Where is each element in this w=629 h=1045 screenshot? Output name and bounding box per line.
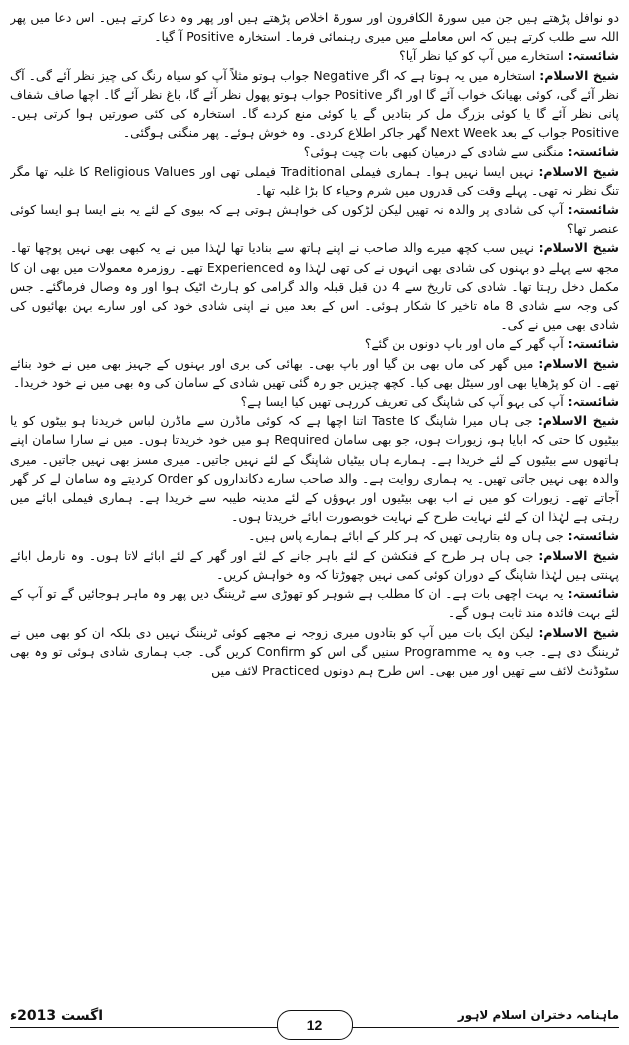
speaker-label: شائستہ: xyxy=(567,394,619,410)
paragraph-text: میں گھر کی ماں بھی بن گیا اور باپ بھی۔ بھائی کی بری اور بہنوں کے جہیز بھی میں نے خود بنائے تھے۔ ان کو پڑھایا بھی اور سیٹل بھی کیا۔ کچھ چیزیں جو رہ گئی تھیں شادی کے سامان کی وہ بھی میں نے خود خریدا۔ xyxy=(10,355,619,390)
speaker-label: شیخ الاسلام: xyxy=(538,163,619,179)
article-paragraph xyxy=(10,623,619,681)
speaker-label: شیخ الاسلام: xyxy=(538,240,619,256)
article-paragraph xyxy=(10,354,619,392)
article-paragraph xyxy=(10,66,619,143)
paragraph-text: جی ہاں میرا شاپنگ کا Taste اتنا اچھا ہے کہ کوئی ماڈرن سے ماڈرن لباس خریدنا ہو بیٹوں کو یا بیٹیوں کا حتی کہ ابایا ہو، زیورات ہوں، جو بھی سامان Required ہو میں خود خریدتا ہوں۔ میں نے سارا سامان اپنے ہاتھوں سے بیٹیوں کے لئے خریدا ہے۔ ہمارے ہاں بیٹیاں شاپنگ کے لئے نہیں جاتیں۔ میری مسز بھی نہیں جاتیں۔ میری والدہ بھی نہیں جاتی تھیں۔ یہ ہماری روایت ہے۔ والد صاحب سارے دکانداروں کو Order کردیتے وہ سامان لے کر گھر آجاتے تھے۔ زیورات کو میں نے اب بھی بیٹیوں اور بہوؤں کے لئے مدینہ طیبہ سے خریدا ہے۔ ہماری فیملی ابائے میں رہتی ہے لہٰذا ان کے لئے نہایت طرح کے نہایت خوبصورت ابائے خریدتا ہوں۔ xyxy=(10,413,619,525)
speaker-label: شیخ الاسلام: xyxy=(538,547,619,563)
speaker-label: شائستہ: xyxy=(567,528,619,544)
paragraph-text: استخارہ میں یہ ہوتا ہے کہ اگر Negative جواب ہوتو مثلاً آپ کو سیاہ رنگ کی چیز نظر آئے گی۔ آگ نظر آئے گی، کوئی بھیانک خواب آئے گا اور اگر Positive جواب ہوتو پھول نظر آئے گا، باغ نظر آئے گا۔ اچھا صاف شفاف پانی نظر آئے گا یا کوئی بزرگ مل کر بتادیں گے یا کوئی منع کردے گا۔ استخارہ کی کئی صورتیں ہوا کرتی ہیں۔ Positive جواب کے بعد Next Week گھر جاکر اطلاع کردی۔ وہ خوش ہوئے۔ پھر منگنی ہوگئی۔ xyxy=(10,67,619,141)
paragraph-text: نہیں سب کچھ میرے والد صاحب نے اپنے ہاتھ سے بنادیا تھا لہٰذا میں نے یہ کبھی بھی نہیں پوچھا تھا۔ مجھ سے پہلے دو بہنوں کی شادی بھی انہوں نے کی تھی لہٰذا وہ Experienced تھے۔ روزمرہ معمولات میں بھی ان کا مکمل دخل رہتا تھا۔ شادی کی تاریخ سے 4 دن قبل قبلہ والد گرامی کو ہارٹ اٹیک ہوا اور وہ وصال فرماگئے۔ جس کی وجہ سے شادی 8 ماہ تاخیر کا شکار ہوئی۔ اس کے بعد میں نے اپنی شادی خود کی اور سارے بہن بھائیوں کی شادی بھی میں نے کی۔ xyxy=(10,240,619,333)
paragraph-text: آپ گھر کے ماں اور باپ دونوں بن گئے؟ xyxy=(364,336,564,352)
article-paragraph xyxy=(10,8,619,46)
magazine-name: ماہنامہ دختران اسلام لاہور xyxy=(452,1008,619,1022)
paragraph-text: نہیں ایسا نہیں ہوا۔ ہماری فیملی Traditional فیملی تھی اور Religious Values کا غلبہ تھا مگر تنگ نظر نہ تھی۔ پہلے وقت کی قدروں میں شرم وحیاء کا بڑا غلبہ تھا۔ xyxy=(10,163,619,198)
speaker-label: شیخ الاسلام: xyxy=(537,413,619,429)
article-paragraph xyxy=(10,162,619,200)
page-footer xyxy=(10,1008,619,1040)
speaker-label: شائستہ: xyxy=(567,202,619,218)
article-paragraph xyxy=(10,526,619,545)
article-paragraph xyxy=(10,142,619,161)
article-paragraph xyxy=(10,392,619,411)
paragraph-text: دو نوافل پڑھتے ہیں جن میں سورۃ الکافرون اور سورۃ اخلاص پڑھتے ہیں اور پھر وہ دعا کرتے ہیں۔ اس دعا میں پھر اللہ سے طلب کرتے ہیں کہ اس معاملے میں میری رہنمائی فرما۔ استخارہ Positive آ گیا۔ xyxy=(10,10,619,45)
issue-date: اگست 2013ء xyxy=(10,1008,109,1024)
paragraph-text: آپ کی بہو آپ کی شاپنگ کی تعریف کررہی تھیں کیا ایسا ہے؟ xyxy=(240,394,564,410)
speaker-label: شائستہ: xyxy=(567,586,619,602)
paragraph-text: جی ہاں ہر طرح کے فنکشن کے لئے باہر جانے کے لئے اور گھر کے لئے ابائے لاتا ہوں۔ وہ نارمل ابائے پہنتی ہیں لہٰذا شاپنگ کے دوران کوئی کمی نہیں چھوڑتا کہ وہ خواہش کریں۔ xyxy=(10,547,619,582)
article-paragraph xyxy=(10,238,619,334)
article-body xyxy=(10,8,619,1003)
paragraph-text: آپ کی شادی پر والدہ نہ تھیں لیکن لڑکوں کی خواہش ہوتی ہے کہ بیوی کے لئے یہ بنے ایسا ہو ایسا کوئی عنصر تھا؟ xyxy=(10,202,619,237)
speaker-label: شائستہ: xyxy=(567,48,619,64)
paragraph-text: منگنی سے شادی کے درمیان کبھی بات چیت ہوئی؟ xyxy=(303,144,564,160)
speaker-label: شائستہ: xyxy=(567,336,619,352)
article-paragraph xyxy=(10,46,619,65)
article-paragraph xyxy=(10,411,619,526)
speaker-label: شیخ الاسلام: xyxy=(539,67,619,83)
article-paragraph xyxy=(10,584,619,622)
paragraph-text: یہ بہت اچھی بات ہے۔ ان کا مطلب ہے شوہر کو تھوڑی سے ٹریننگ دیں پھر وہ ماہر ہوجائیں گے تو آپ کے لئے بہت فائدہ مند ثابت ہوں گے۔ xyxy=(10,586,619,621)
paragraph-text: جی ہاں وہ بتارہی تھیں کہ ہر کلر کے ابائے ہمارے پاس ہیں۔ xyxy=(248,528,564,544)
article-paragraph xyxy=(10,200,619,238)
paragraph-text: لیکن ایک بات میں آپ کو بتادوں میری زوجہ نے مجھے کوئی ٹریننگ نہیں دی بلکہ ان کو بھی میں نے ٹریننگ دی ہے۔ جب وہ یہ Programme سنیں گی اس کو Confirm کریں گی۔ جب ہماری شادی ہوئی تو وہ بھی سٹوڈنٹ لائف سے تھیں اور میں بھی۔ اس طرح ہم دونوں Practiced لائف میں xyxy=(10,624,619,678)
speaker-label: شیخ الاسلام: xyxy=(538,355,619,371)
speaker-label: شائستہ: xyxy=(567,144,619,160)
article-paragraph xyxy=(10,546,619,584)
paragraph-text: استخارے میں آپ کو کیا نظر آیا؟ xyxy=(399,48,564,64)
speaker-label: شیخ الاسلام: xyxy=(538,624,619,640)
page-number: 12 xyxy=(277,1010,353,1040)
article-paragraph xyxy=(10,334,619,353)
